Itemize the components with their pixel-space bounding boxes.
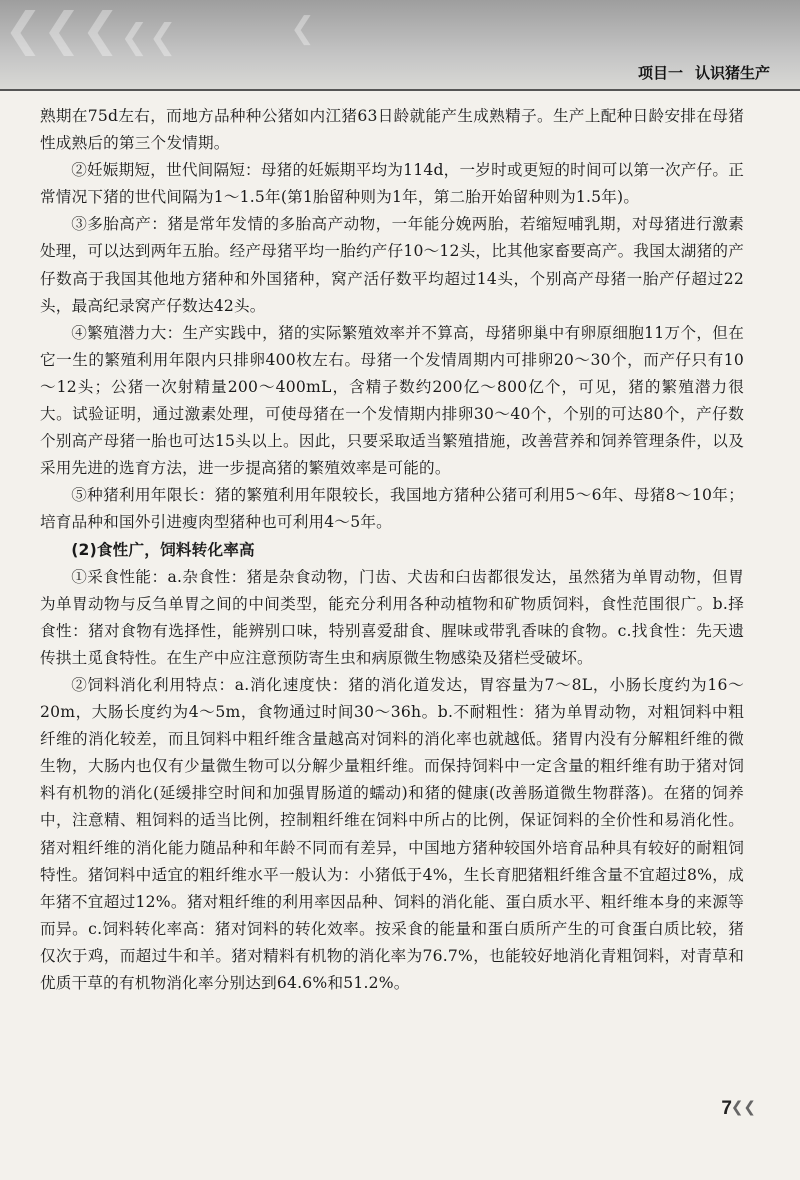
paragraph: ②饲料消化利用特点：a.消化速度快：猪的消化道发达，胃容量为7～8L，小肠长度约为16～20m，大肠长度约为4～5m，食物通过时间30～36h。b.不耐粗性：猪为单胃动物，对粗饲料中粗纤维的消化较差，而且饲料中粗纤维含量越高对饲料的消化率也就越低。猪胃内没有分解粗纤维的微生物，大肠内也仅有少量微生物可以分解少量粗纤维。而保持饲料中一定含量的粗纤维有助于猪对饲料有机物的消化(延缓排空时间和加强胃肠道的蠕动)和猪的健康(改善肠道微生物群落)。在猪的饲养中，注意精、粗饲料的适当比例，控制粗纤维在饲料中所占的比例，保证饲料的全价性和易消化性。猪对粗纤维的消化能力随品种和年龄不同而有差异，中国地方猪种较国外培育品种具有较好的耐粗饲特性。猪饲料中适宜的粗纤维水平一般认为：小猪低于4%，生长育肥猪粗纤维含量不宜超过8%，成年猪不宜超过12%。猪对粗纤维的利用率因品种、饲料的消化能、蛋白质水平、粗纤维本身的来源等而异。c.饲料转化率高：猪对饲料的转化效率。按采食的能量和蛋白质所产生的可食蛋白质比较，猪仅次于鸡，而超过牛和羊。猪对精料有机物的消化率为76.7%，也能较好地消化青粗饲料，对青草和优质干草的有机物消化率分别达到64.6%和51.2%。 bbox=[40, 675, 744, 992]
arrow-decoration-icon: ❮❮❮ bbox=[4, 2, 120, 56]
paragraph-continuation: 熟期在75d左右，而地方品种种公猪如内江猪63日龄就能产生成熟精子。生产上配种日龄安排在母猪性成熟后的第三个发情期。 bbox=[40, 107, 744, 153]
paragraph: ⑤种猪利用年限长：猪的繁殖利用年限较长，我国地方猪种公猪可利用5～6年、母猪8～10年；培育品种和国外引进瘦肉型猪种也可利用4～5年。 bbox=[40, 486, 744, 532]
section-subheading: (2)食性广，饲料转化率高 bbox=[71, 540, 255, 559]
paragraph: ④繁殖潜力大：生产实践中，猪的实际繁殖效率并不算高，母猪卵巢中有卵原细胞11万个，但在它一生的繁殖利用年限内只排卵400枚左右。母猪一个发情周期内可排卵20～30个，而产仔只有10～12头；公猪一次射精量200～400mL，含精子数约200亿～800亿个，可见，猪的繁殖潜力很大。试验证明，通过激素处理，可使母猪在一个发情期内排卵30～40个，个别的可达80个，产仔数个别高产母猪一胎也可达15头以上。因此，只要采取适当繁殖措施，改善营养和饲养管理条件，以及采用先进的选育方法，进一步提高猪的繁殖效率是可能的。 bbox=[40, 323, 744, 478]
running-header bbox=[626, 62, 770, 83]
header-chapter: 认识猪生产 bbox=[694, 64, 770, 82]
header-divider bbox=[0, 89, 800, 91]
page-body bbox=[40, 103, 744, 997]
header-project: 项目一 bbox=[637, 64, 683, 82]
paragraph: ①采食性能：a.杂食性：猪是杂食动物，门齿、犬齿和臼齿都很发达，虽然猪为单胃动物，但胃为单胃动物与反刍单胃之间的中间类型，能充分利用各种动植物和矿物质饲料，食性范围很广。b.择食性：猪对食物有选择性，能辨别口味，特别喜爱甜食、腥味或带乳香味的食物。c.找食性：先天遗传拱土觅食特性。在生产中应注意预防寄生虫和病原微生物感染及猪栏受破坏。 bbox=[40, 567, 744, 667]
arrow-decoration-icon: ❮ bbox=[290, 11, 316, 46]
page-arrow-icon: ❮❮ bbox=[730, 1098, 756, 1116]
page-number: 7 bbox=[721, 1098, 732, 1119]
paragraph: ②妊娠期短，世代间隔短：母猪的妊娠期平均为114d，一岁时或更短的时间可以第一次产仔。正常情况下猪的世代间隔为1～1.5年(第1胎留种则为1年，第二胎开始留种则为1.5年)。 bbox=[40, 161, 744, 207]
header-band bbox=[0, 0, 800, 90]
arrow-decoration-icon: ❮❮ bbox=[120, 17, 177, 57]
paragraph: ③多胎高产：猪是常年发情的多胎高产动物，一年能分娩两胎，若缩短哺乳期，对母猪进行激素处理，可以达到两年五胎。经产母猪平均一胎约产仔10～12头，比其他家畜要高产。我国太湖猪的产仔数高于我国其他地方猪种和外国猪种，窝产活仔数平均超过14头，个别高产母猪一胎产仔超过22头，最高纪录窝产仔数达42头。 bbox=[40, 215, 744, 315]
